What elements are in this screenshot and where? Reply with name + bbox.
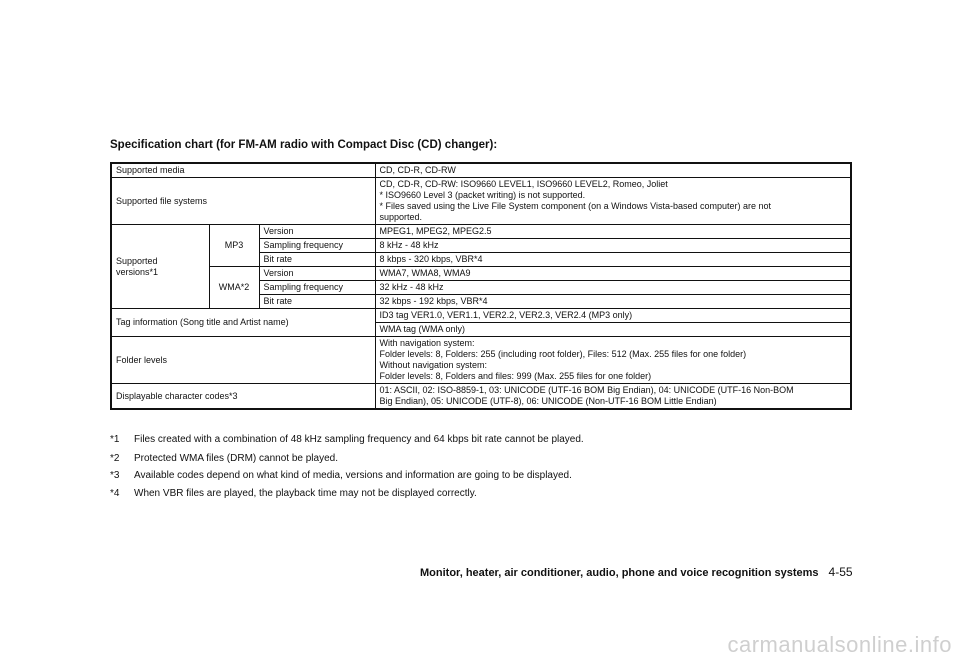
table-row bbox=[111, 178, 851, 225]
table-row bbox=[111, 337, 851, 384]
param-value: 8 kHz - 48 kHz bbox=[375, 239, 851, 253]
row-label-tag-info: Tag information (Song title and Artist name) bbox=[111, 309, 375, 337]
row-value-char-codes bbox=[375, 384, 851, 410]
versions-label-line: Supported bbox=[116, 255, 158, 266]
table-row bbox=[111, 267, 851, 281]
param-value: 32 kbps - 192 kbps, VBR*4 bbox=[375, 295, 851, 309]
file-systems-line: * ISO9660 Level 3 (packet writing) is not supported. bbox=[379, 190, 586, 200]
row-value-folder-levels bbox=[375, 337, 851, 384]
footer-section-title: Monitor, heater, air conditioner, audio, phone and voice recognition systems bbox=[420, 567, 819, 579]
footnote-mark: *2 bbox=[110, 453, 120, 464]
param-label: Version bbox=[259, 225, 375, 239]
folder-levels-line: Folder levels: 8, Folders and files: 999 (Max. 255 files for one folder) bbox=[379, 371, 652, 381]
table-row bbox=[111, 309, 851, 323]
folder-levels-line: Without navigation system: bbox=[379, 360, 488, 370]
footnote-3 bbox=[110, 470, 572, 481]
footnote-mark: *4 bbox=[110, 488, 120, 499]
page-footer bbox=[420, 565, 853, 579]
file-systems-line: * Files saved using the Live File System component (on a Windows Vista-based computer) are not bbox=[379, 201, 772, 211]
row-value-tag-info: ID3 tag VER1.0, VER1.1, VER2.2, VER2.3, VER2.4 (MP3 only) bbox=[375, 309, 851, 323]
char-codes-line: Big Endian), 05: UNICODE (UTF-8), 06: UNICODE (Non-UTF-16 BOM Little Endian) bbox=[379, 396, 717, 406]
param-label: Sampling frequency bbox=[259, 239, 375, 253]
param-value: 8 kbps - 320 kbps, VBR*4 bbox=[375, 253, 851, 267]
param-value: MPEG1, MPEG2, MPEG2.5 bbox=[375, 225, 851, 239]
row-label-supported-media: Supported media bbox=[111, 163, 375, 178]
param-label: Version bbox=[259, 267, 375, 281]
footnote-mark: *3 bbox=[110, 470, 120, 481]
table-row bbox=[111, 225, 851, 239]
row-value-tag-info: WMA tag (WMA only) bbox=[375, 323, 851, 337]
row-label-folder-levels: Folder levels bbox=[111, 337, 375, 384]
folder-levels-line: Folder levels: 8, Folders: 255 (including root folder), Files: 512 (Max. 255 files for one folder) bbox=[379, 349, 747, 359]
watermark: carmanualsonline.info bbox=[727, 632, 952, 657]
param-label: Sampling frequency bbox=[259, 281, 375, 295]
file-systems-line: supported. bbox=[379, 212, 423, 222]
page-number: 4-55 bbox=[828, 565, 853, 579]
footnote-text: Available codes depend on what kind of media, versions and information are going to be displayed. bbox=[134, 470, 572, 481]
table-row bbox=[111, 384, 851, 410]
row-label-char-codes: Displayable character codes*3 bbox=[111, 384, 375, 410]
format-label-mp3: MP3 bbox=[209, 225, 259, 267]
versions-label-line: versions*1 bbox=[116, 266, 159, 277]
char-codes-line: 01: ASCII, 02: ISO-8859-1, 03: UNICODE (UTF-16 BOM Big Endian), 04: UNICODE (UTF-16 Non-BOM bbox=[379, 385, 794, 395]
row-label-supported-versions bbox=[111, 225, 209, 309]
param-label: Bit rate bbox=[259, 295, 375, 309]
footnote-mark: *1 bbox=[110, 434, 120, 445]
spec-table bbox=[110, 162, 852, 410]
row-value-supported-media: CD, CD-R, CD-RW bbox=[375, 163, 851, 178]
table-row bbox=[111, 163, 851, 178]
footnote-text: When VBR files are played, the playback time may not be displayed correctly. bbox=[134, 488, 477, 499]
footnote-2 bbox=[110, 453, 338, 464]
param-value: 32 kHz - 48 kHz bbox=[375, 281, 851, 295]
footnote-text: Protected WMA files (DRM) cannot be played. bbox=[134, 453, 338, 464]
spec-chart-heading: Specification chart (for FM-AM radio with Compact Disc (CD) changer): bbox=[110, 139, 498, 151]
footnote-1 bbox=[110, 434, 584, 445]
footnote-text: Files created with a combination of 48 kHz sampling frequency and 64 kbps bit rate cannot be played. bbox=[134, 434, 584, 445]
file-systems-line: CD, CD-R, CD-RW: ISO9660 LEVEL1, ISO9660 LEVEL2, Romeo, Joliet bbox=[379, 179, 668, 189]
param-label: Bit rate bbox=[259, 253, 375, 267]
footnote-4 bbox=[110, 488, 477, 499]
row-value-file-systems bbox=[375, 178, 851, 225]
format-label-wma: WMA*2 bbox=[209, 267, 259, 309]
param-value: WMA7, WMA8, WMA9 bbox=[375, 267, 851, 281]
folder-levels-line: With navigation system: bbox=[379, 338, 475, 348]
row-label-file-systems: Supported file systems bbox=[111, 178, 375, 225]
